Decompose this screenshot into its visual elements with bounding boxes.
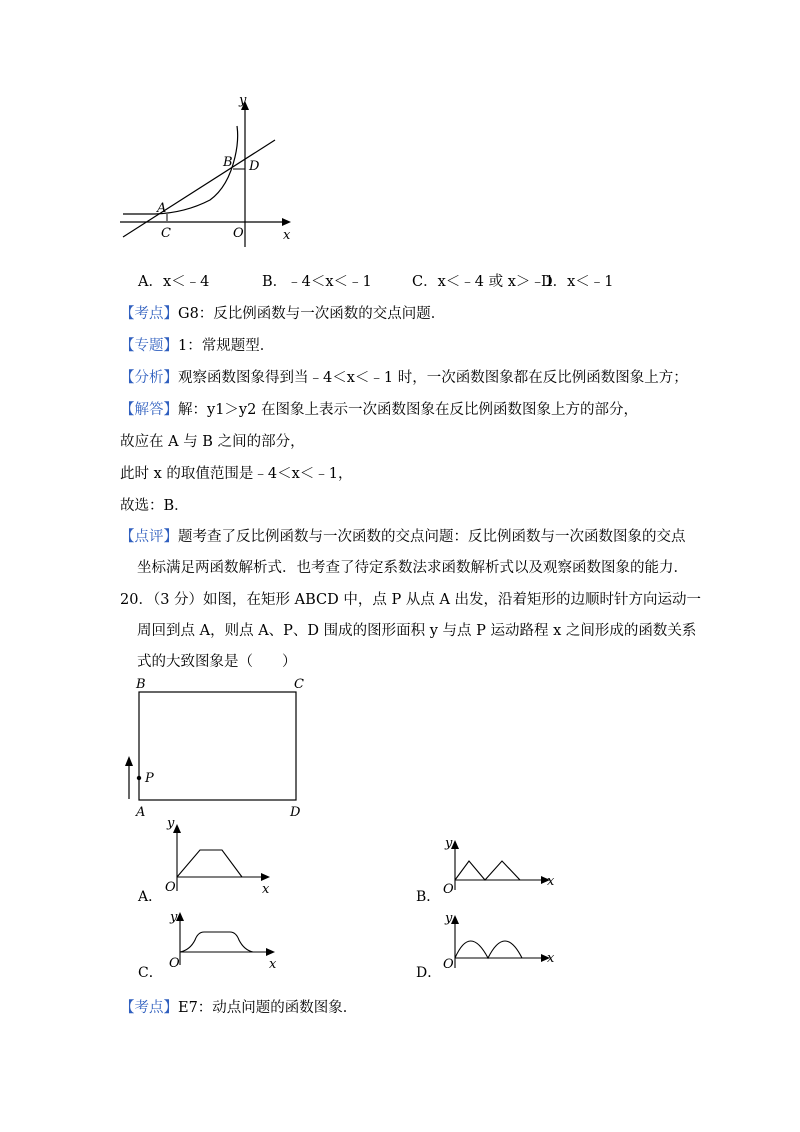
- svg-text:x: x: [262, 882, 270, 895]
- fig2-point-b: B: [136, 677, 146, 692]
- q19-fenxi: 【分析】观察函数图象得到当﹣4＜x＜﹣1 时，一次函数图象都在反比例函数图象上方；: [120, 370, 688, 386]
- fig1-point-b: B: [223, 155, 233, 170]
- q19-kaodian: 【考点】G8：反比例函数与一次函数的交点问题．: [120, 306, 446, 322]
- fig1-point-d: D: [249, 159, 260, 174]
- graph-option-a-label: A．: [138, 889, 163, 905]
- svg-text:y: y: [167, 816, 175, 831]
- graph-option-d-label: D．: [416, 965, 442, 981]
- svg-text:O: O: [443, 882, 454, 895]
- graph-option-c-label: C．: [138, 965, 163, 981]
- zhuanti-tag: 【专题】: [120, 338, 178, 354]
- q19-jieda: 【解答】解：y1＞y2 在图象上表示一次函数图象在反比例函数图象上方的部分，: [120, 402, 638, 418]
- fig1-point-a: A: [157, 201, 167, 216]
- fig2-point-c: C: [294, 677, 304, 692]
- graph-option-b: [440, 835, 560, 895]
- svg-text:x: x: [547, 874, 555, 889]
- svg-text:O: O: [165, 880, 176, 895]
- fig2-point-d: D: [290, 805, 301, 820]
- q20-question-line-2: 周回到点 A，则点 A、P、D 围成的图形面积 y 与点 P 运动路程 x 之间形成的函数关系: [137, 623, 697, 639]
- figure-rectangle-abcd: [118, 672, 318, 822]
- graph-option-b-label: B．: [416, 889, 441, 905]
- q20-question-line-1: 20．（3 分）如图，在矩形 ABCD 中，点 P 从点 A 出发，沿着矩形的边顺时针方向运动一: [120, 592, 702, 608]
- q19-solution-line-2: 故应在 A 与 B 之间的部分，: [120, 434, 305, 450]
- q20-question-line-3: 式的大致图象是（ ）: [137, 654, 297, 670]
- kaodian-tag-2: 【考点】: [120, 1000, 178, 1016]
- fig2-point-a: A: [136, 805, 146, 820]
- q19-option-b: B．﹣4＜x＜﹣1: [262, 274, 372, 290]
- q19-dianping: 【点评】题考查了反比例函数与一次函数的交点问题：反比例函数与一次函数图象的交点: [120, 529, 686, 545]
- svg-text:x: x: [269, 957, 277, 970]
- graph-option-d: [440, 908, 560, 970]
- dianping-tag: 【点评】: [120, 529, 178, 545]
- svg-text:x: x: [547, 951, 555, 966]
- q20-kaodian: 【考点】E7：动点问题的函数图象．: [120, 1000, 358, 1016]
- fig1-y-label: y: [239, 93, 247, 108]
- q19-option-d: D．x＜﹣1: [541, 274, 614, 290]
- fig1-point-c: C: [161, 226, 171, 241]
- q19-dianping-line-2: 坐标满足两函数解析式．也考查了待定系数法求函数解析式以及观察函数图象的能力．: [137, 560, 688, 576]
- svg-text:O: O: [443, 957, 454, 970]
- graph-option-a: [160, 815, 280, 895]
- q19-solution-line-4: 故选：B．: [120, 498, 189, 514]
- q19-option-c: C．x＜﹣4 或 x＞﹣1: [412, 274, 555, 290]
- kaodian-tag: 【考点】: [120, 306, 178, 322]
- svg-text:y: y: [170, 910, 178, 925]
- q19-zhuanti: 【专题】1：常规题型．: [120, 338, 275, 354]
- fig1-x-label: x: [283, 228, 291, 243]
- fig1-origin: O: [233, 226, 244, 241]
- q19-option-a: A．x＜﹣4: [138, 274, 210, 290]
- svg-text:O: O: [169, 956, 180, 970]
- graph-option-c: [160, 905, 280, 970]
- fenxi-tag: 【分析】: [120, 370, 178, 386]
- q19-solution-line-3: 此时 x 的取值范围是﹣4＜x＜﹣1，: [120, 466, 353, 482]
- figure-hyperbola-line: [115, 92, 300, 252]
- svg-text:y: y: [445, 836, 453, 851]
- jieda-tag: 【解答】: [120, 402, 178, 418]
- fig2-point-p: P: [145, 771, 154, 786]
- svg-text:y: y: [445, 911, 453, 926]
